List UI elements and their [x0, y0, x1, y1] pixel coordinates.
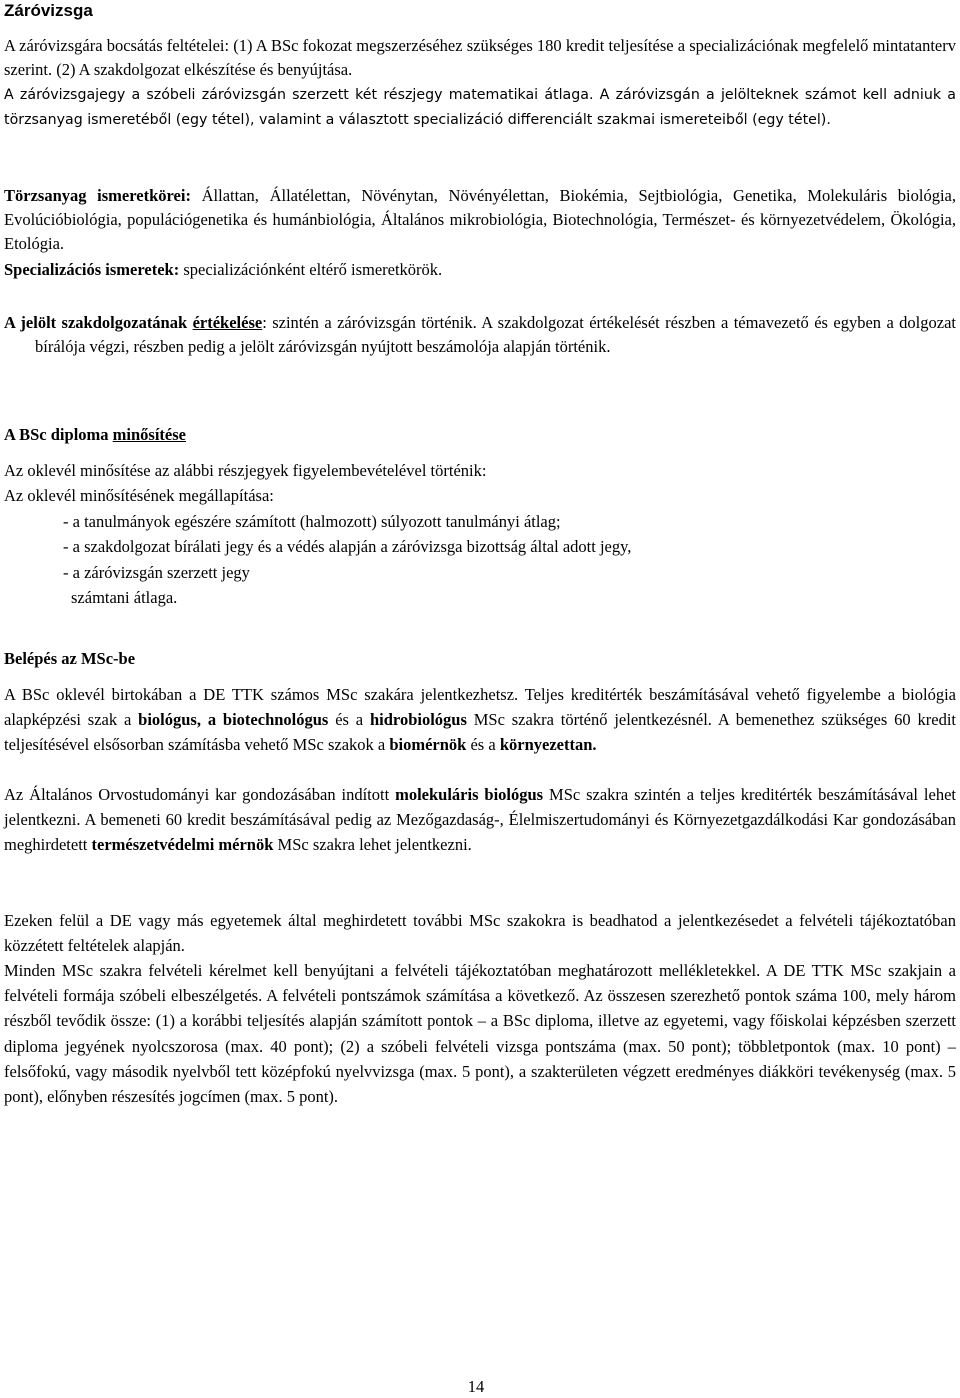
- eval-label-2: értékelése: [192, 313, 263, 332]
- msc-p2-bold-1: molekuláris biológus: [395, 785, 544, 804]
- diploma-closing: számtani átlaga.: [71, 588, 178, 607]
- diploma-heading-part-2: minősítése: [112, 425, 186, 444]
- diploma-heading: [4, 423, 186, 447]
- eval-paragraph: [4, 311, 956, 359]
- eval-label-1: A jelölt szakdolgozatának: [4, 313, 193, 332]
- msc-heading: Belépés az MSc-be: [4, 649, 136, 668]
- spec-paragraph: [4, 258, 956, 282]
- msc-p1-bold-2: hidrobiológus: [369, 710, 467, 729]
- diploma-item-2: - a szakdolgozat bírálati jegy és a védés alapján a záróvizsga bizottság által adott jegy,: [63, 537, 632, 556]
- zv-paragraph-2: A záróvizsgajegy a szóbeli záróvizsgán szerzett két részjegy matematikai átlaga. A záróvizsgán a jelölteknek számot kell adniuk a törzsanyag ismeretéből (egy tétel), valamint a választott specializáció differenciált szakmai ismereteiből (egy tétel).: [4, 87, 956, 128]
- diploma-item-1: - a tanulmányok egészére számított (halmozott) súlyozott tanulmányi átlag;: [63, 512, 561, 531]
- msc-p2-text-d: MSc szakra lehet jelentkezni.: [273, 835, 472, 854]
- msc-p1-bold-3: biomérnök: [389, 735, 467, 754]
- msc-p1-text-c: és a: [328, 710, 370, 729]
- diploma-line-1: Az oklevél minősítése az alábbi részjegyek figyelembevételével történik:: [4, 461, 487, 480]
- msc-paragraph-3: Ezeken felül a DE vagy más egyetemek által meghirdetett további MSc szakokra is beadhatod a jelentkezésedet a felvételi tájékoztatóban közzétett feltételek alapján.: [4, 911, 956, 955]
- msc-paragraph-2: [4, 782, 956, 857]
- msc-p2-text-a: Az Általános Orvostudományi kar gondozásában indított: [4, 785, 396, 804]
- msc-paragraph-1: [4, 682, 956, 757]
- diploma-heading-part-1: A BSc diploma: [4, 425, 113, 444]
- diploma-line-2: Az oklevél minősítésének megállapítása:: [4, 486, 274, 505]
- msc-p2-text-c: MSc szakra szintén a teljes kreditérték beszámításával lehet jelentkezni. A bemeneti 60 kredit beszámításával pedig az Mezőgazdaság-, Élelmiszertudományi és Környezetgazdálkodási Kar gondozásában meghirdetett: [4, 785, 956, 854]
- section-title: Záróvizsga: [4, 1, 93, 20]
- msc-p1-text-e: és a: [466, 735, 500, 754]
- eval-text: : szintén a záróvizsgán történik. A szakdolgozat értékelését részben a témavezető és egyben a dolgozat bírálója végzi, részben pedig a jelölt záróvizsgán nyújtott beszámolója alapján történik.: [35, 313, 956, 356]
- zv-paragraph-1: A záróvizsgára bocsátás feltételei: (1) A BSc fokozat megszerzéséhez szükséges 180 kredit teljesítése a specializációnak megfelelő mintatanterv szerint. (2) A szakdolgozat elkészítése és benyújtása.: [4, 36, 956, 79]
- spec-label: Specializációs ismeretek:: [4, 260, 180, 279]
- msc-paragraph-4: Minden MSc szakra felvételi kérelmet kell benyújtani a felvételi tájékoztatóban meghatározott mellékletekkel. A DE TTK MSc szakjain a felvételi formája szóbeli elbeszélgetés. A felvételi pontszámok számítása a következő. Az összesen szerezhető pontok száma 100, mely három részből tevődik össze: (1) a korábbi teljesítés alapján számított pontok – a BSc diploma, illetve az egyetemi, vagy főiskolai képzésben szerzett diploma jegyének nyolcszorosa (max. 40 pont); (2) a szóbeli felvételi vizsga pontszáma (max. 50 pont); többletpontok (max. 10 pont) – felsőfokú, vagy második nyelvből tett középfokú nyelvvizsga (max. 5 pont), a szakterületen végzett eredményes diákköri tevékenység (max. 5 pont), előnyben részesítés jogcímen (max. 5 pont).: [4, 961, 956, 1107]
- msc-p1-text-d: MSc szakra történő jelentkezésnél. A bemenethez szükséges 60 kredit teljesítésével elsősorban számításba vehető MSc szakok a: [4, 710, 956, 754]
- msc-p1-text-a: A BSc oklevél birtokában a DE TTK számos MSc szakára jelentkezhetsz. Teljes kreditérték beszámításával vehető figyelembe a biológia alapképzési szak a: [4, 685, 956, 729]
- page-number: 14: [467, 1377, 485, 1396]
- msc-p1-bold-4: környezettan.: [499, 735, 597, 754]
- msc-p2-bold-2: természetvédelmi mérnök: [91, 835, 274, 854]
- msc-p1-bold-1: biológus, a biotechnológus: [138, 710, 329, 729]
- torzs-text: Állattan, Állatélettan, Növénytan, Növényélettan, Biokémia, Sejtbiológia, Genetika, Molekuláris biológia, Evolúcióbiológia, populációgenetika és humánbiológia, Általános mikrobiológia, Biotechnológia, Természet- és környezetvédelem, Ökológia, Etológia.: [4, 186, 956, 253]
- spec-text: specializációnként eltérő ismeretkörök.: [179, 260, 443, 279]
- diploma-item-3: - a záróvizsgán szerzett jegy: [63, 563, 250, 582]
- torzs-label: Törzsanyag ismeretkörei:: [4, 186, 191, 205]
- torzs-paragraph: [4, 184, 956, 256]
